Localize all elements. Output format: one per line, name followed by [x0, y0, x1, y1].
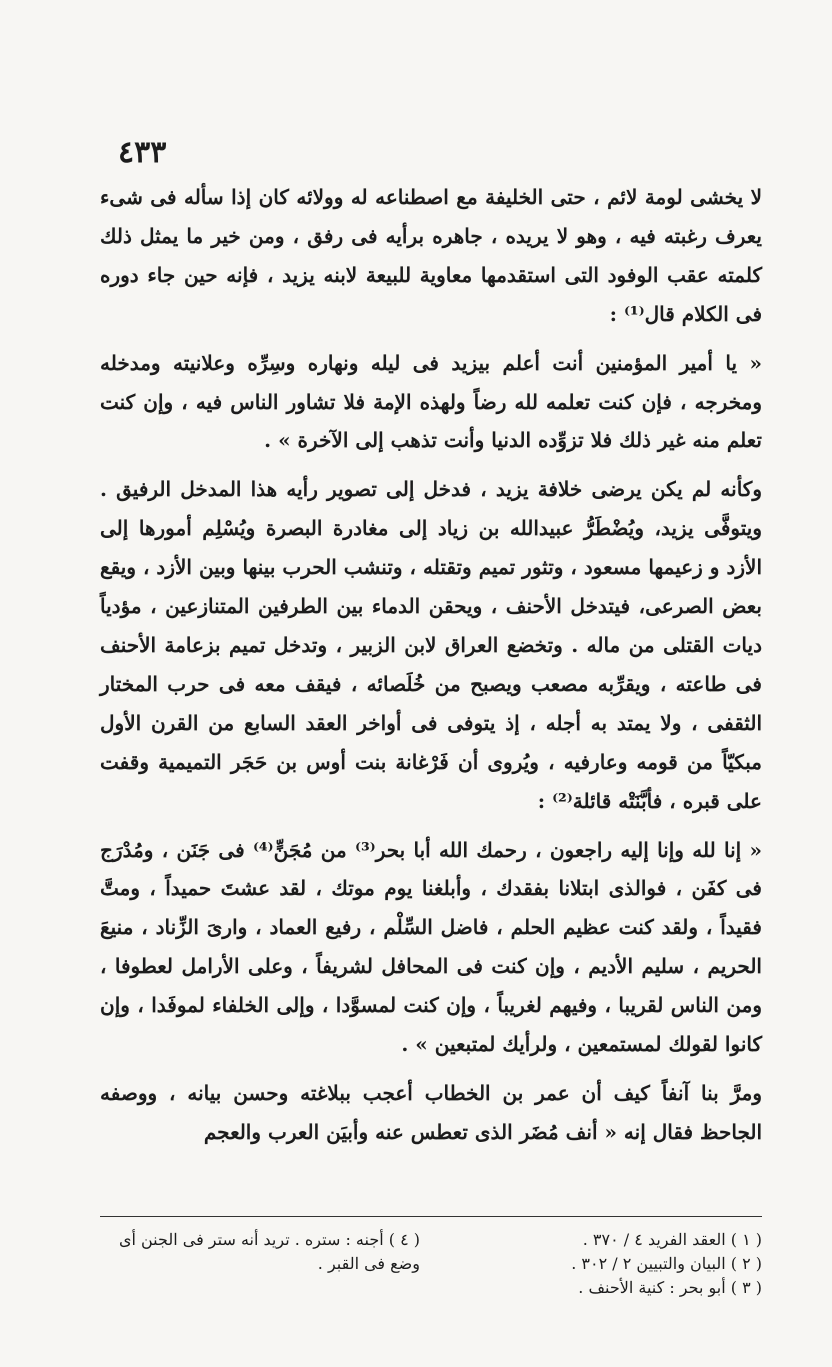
footnote-2: ( ٢ ) البيان والتبيين ٢ / ٣٠٢ . [571, 1254, 762, 1273]
quote-paragraph: « إنا لله وإنا إليه راجعون ، رحمك الله أبا بحر⁽³⁾ من مُجَنٍّ⁽⁴⁾ فى جَنَن ، ومُدْرَج فى كفَن ، فوالذى ابتلانا بفقدك ، وأبلغنا يوم موتك ، لقد عشتَ حميداً ، ومتَّ فقيداً ، ولقد كنت عظيم الحلم ، فاضل السِّلْم ، رفيع العماد ، وارىَ الزِّناد ، منيعَ الحريم ، سليم الأديم ، وإن كنت فى المحافل لشريفاً ، وعلى الأرامل لعطوفا ، ومن الناس لقريبا ، وفيهم لغريباً ، وإن كنت لمسوَّدا ، وإلى الخلفاء لموفَدا ، وإن كانوا لقولك لمستمعين ، ولرأيك لمتبعين » . [100, 837, 763, 1057]
quote-paragraph: « يا أمير المؤمنين أنت أعلم بيزيد فى ليله ونهاره وسِرِّه وعلانيته ومدخله ومخرجه ، فإن كنت تعلمه لله رضاً ولهذه الإمة فلا تشاور الناس فيه ، وإن كنت تعلم منه غير ذلك فلا تزوِّده الدنيا وأنت تذهب إلى الآخرة » . [100, 350, 762, 453]
page-number: ٤٣٣ [118, 135, 167, 170]
footnotes-left-column [100, 1228, 420, 1276]
footnote-1: ( ١ ) العقد الفريد ٤ / ٣٧٠ . [582, 1230, 762, 1249]
paragraph: لا يخشى لومة لائم ، حتى الخليفة مع اصطناعه له وولائه كان إذا سأله فى شىء يعرف رغبته فيه ، وهو لا يريده ، جاهره برأيه فى رفق ، ومن خير ما يمثل ذلك كلمته عقب الوفود التى استقدمها معاوية للبيعة لابنه يزيد ، فإنه حين جاء دوره فى الكلام قال⁽¹⁾ : [100, 185, 763, 326]
paragraph: وكأنه لم يكن يرضى خلافة يزيد ، فدخل إلى تصوير رأيه هذا المدخل الرفيق . ويتوفَّى يزيد، ويُضْطَرُّ عبيدالله بن زياد إلى مغادرة البصرة ويُسْلِم أمورها إلى الأزد و زعيمها مسعود ، وتثور تميم وتقتله ، وتنشب الحرب بينها وبين الأزد ، ويقع بعض الصرعى، فيتدخل الأحنف ، ويحقن الدماء بين الطرفين المتنازعين ، مؤدياً ديات القتلى من ماله . وتخضع العراق لابن الزبير ، وتدخل تميم بزعامة الأحنف فى طاعته ، ويقرِّبه مصعب ويصبح من خُلَصائه ، فيقف معه فى حرب المختار الثقفى ، ولا يمتد به أجله ، إذ يتوفى فى أواخر العقد السابع من القرن الأول مبكيّاً من قومه وعارفيه ، ويُروى أن فَرْغانة بنت أوس بن حَجَر التميمية وقفت على قبره ، فأبَّنَتْه قائلة⁽²⁾ : [100, 477, 762, 813]
paragraph: ومرَّ بنا آنفاً كيف أن عمر بن الخطاب أعجب ببلاغته وحسن بيانه ، ووصفه الجاحظ فقال إنه « أنف مُضَر الذى تعطس عنه وأبيَن العرب والعجم [100, 1080, 762, 1144]
footnotes [100, 1228, 762, 1328]
footnote-4: ( ٤ ) أجنه : ستره . تريد أنه ستر فى الجنن أى وضع فى القبر . [118, 1230, 420, 1273]
main-text [100, 178, 762, 1152]
footnotes-right-column [442, 1228, 762, 1300]
footnote-divider [100, 1216, 762, 1217]
footnote-3: ( ٣ ) أبو بحر : كنية الأحنف . [578, 1278, 762, 1297]
